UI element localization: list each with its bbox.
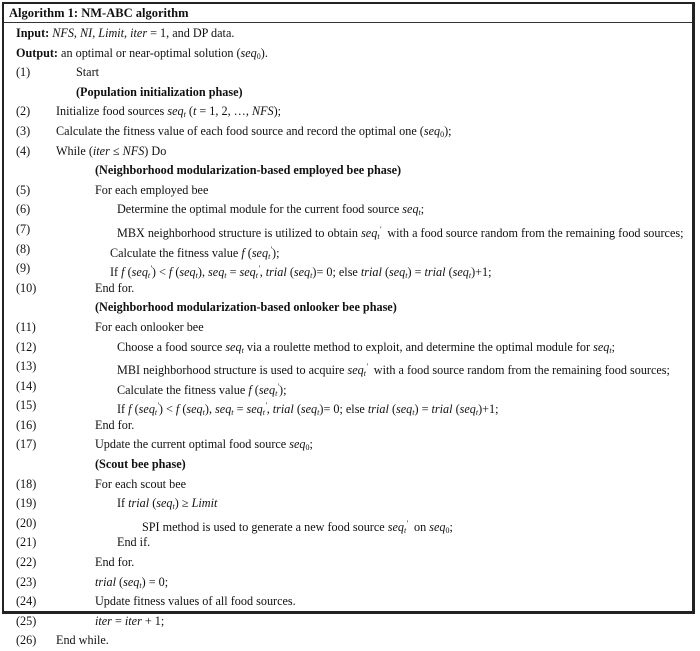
step-1	[16, 63, 692, 83]
step-number: (10)	[16, 280, 37, 295]
output-text: an optimal or near-optimal solution (seq$_0$).	[61, 45, 268, 61]
step-number: (26)	[16, 633, 37, 648]
step-text: Initialize food sources seq$_t$ (t = 1, 2, …, NFS);	[56, 104, 282, 120]
output-line	[16, 44, 692, 64]
step-number: (14)	[16, 378, 37, 393]
step-text: iter = iter + 1;	[95, 613, 165, 628]
step-number: (22)	[16, 555, 37, 570]
step-number: (4)	[16, 143, 31, 158]
output-label: Output:	[16, 45, 58, 60]
step-text: End for.	[95, 280, 135, 295]
step-text: Update the current optimal food source seq$_0$;	[95, 437, 313, 453]
step-text: MBX neighborhood structure is utilized to obtain seq$_t$' with a food source random from the remaining food sources;	[117, 224, 684, 241]
step-4	[16, 142, 692, 162]
step-text: trial (seq$_t$) = 0;	[95, 574, 169, 590]
step-number: (6)	[16, 202, 31, 217]
step-number: (12)	[16, 339, 37, 354]
step-number: (5)	[16, 182, 31, 197]
step-13	[16, 357, 692, 377]
step-text: MBI neighborhood structure is used to acquire seq$_t$' with a food source random from the remaining food sources;	[117, 362, 670, 379]
algorithm-body	[4, 23, 692, 651]
step-8	[16, 240, 692, 260]
phase-scout	[16, 455, 692, 475]
step-17	[16, 435, 692, 455]
step-number: (13)	[16, 359, 37, 374]
phase-heading: (Population initialization phase)	[76, 84, 243, 99]
algorithm-title: Algorithm 1: NM-ABC algorithm	[4, 4, 692, 23]
step-number: (16)	[16, 417, 37, 432]
step-21	[16, 533, 692, 553]
step-25	[16, 612, 692, 632]
step-text: Choose a food source seq$_t$ via a roulette method to exploit, and determine the optimal module for seq$_t$;	[117, 339, 615, 355]
step-number: (8)	[16, 241, 31, 256]
step-number: (15)	[16, 398, 37, 413]
step-number: (20)	[16, 515, 37, 530]
step-text: SPI method is used to generate a new food source seq$_t$' on seq$_0$;	[142, 518, 453, 535]
step-text: If trial (seq$_t$) ≥ Limit	[117, 496, 218, 512]
step-text: Update fitness values of all food sources.	[95, 594, 296, 609]
phase-onlooker	[16, 298, 692, 318]
input-text: NFS, NI, Limit, iter = 1, and DP data.	[52, 26, 235, 40]
step-9	[16, 259, 692, 279]
step-10	[16, 279, 692, 299]
step-7	[16, 220, 692, 240]
input-line	[16, 24, 692, 44]
step-16	[16, 416, 692, 436]
step-6	[16, 200, 692, 220]
step-23	[16, 573, 692, 593]
step-number: (25)	[16, 613, 37, 628]
step-text: Calculate the fitness value f (seq$_t$');	[117, 381, 287, 398]
step-24	[16, 592, 692, 612]
step-text: End while.	[56, 633, 109, 648]
step-18	[16, 475, 692, 495]
step-text: End if.	[117, 535, 151, 550]
step-text: Determine the optimal module for the current food source seq$_t$;	[117, 202, 425, 218]
step-19	[16, 494, 692, 514]
step-text: While (iter ≤ NFS) Do	[56, 143, 167, 158]
step-2	[16, 102, 692, 122]
step-22	[16, 553, 692, 573]
step-number: (9)	[16, 261, 31, 276]
step-5	[16, 181, 692, 201]
step-text: Calculate the fitness value of each food source and record the optimal one (seq$_0$);	[56, 123, 452, 139]
step-text: For each onlooker bee	[95, 319, 204, 334]
step-text: If f (seq$_t$') < f (seq$_t$), seq$_t$ = seq$_t$', trial (seq$_t$)= 0; else trial (seq$_t$) = trial (seq$_t$)+1;	[117, 401, 499, 418]
phase-heading: (Neighborhood modularization-based onlooker bee phase)	[95, 300, 397, 315]
phase-heading: (Neighborhood modularization-based employed bee phase)	[95, 163, 402, 178]
step-number: (23)	[16, 574, 37, 589]
step-number: (3)	[16, 123, 31, 138]
step-number: (2)	[16, 104, 31, 119]
step-text: For each scout bee	[95, 476, 187, 491]
step-number: (24)	[16, 594, 37, 609]
step-3	[16, 122, 692, 142]
phase-population	[16, 83, 692, 103]
step-12	[16, 338, 692, 358]
phase-heading: (Scout bee phase)	[95, 457, 186, 472]
step-text: End for.	[95, 555, 135, 570]
step-text: If f (seq$_t$') < f (seq$_t$), seq$_t$ = seq$_t$', trial (seq$_t$)= 0; else trial (seq$_t$) = trial (seq$_t$)+1;	[110, 264, 492, 281]
step-15	[16, 396, 692, 416]
input-label: Input:	[16, 26, 50, 40]
phase-employed	[16, 161, 692, 181]
step-number: (7)	[16, 221, 31, 236]
step-text: End for.	[95, 417, 135, 432]
step-14	[16, 377, 692, 397]
algorithm-box	[2, 2, 695, 648]
step-text: For each employed bee	[95, 182, 209, 197]
step-text: Calculate the fitness value f (seq$_t$');	[110, 244, 280, 261]
step-number: (19)	[16, 496, 37, 511]
step-number: (17)	[16, 437, 37, 452]
step-11	[16, 318, 692, 338]
step-number: (18)	[16, 476, 37, 491]
step-text: Start	[76, 65, 100, 80]
step-number: (21)	[16, 535, 37, 550]
step-number: (11)	[16, 319, 36, 334]
step-20	[16, 514, 692, 534]
step-26	[16, 631, 692, 651]
step-number: (1)	[16, 65, 31, 80]
